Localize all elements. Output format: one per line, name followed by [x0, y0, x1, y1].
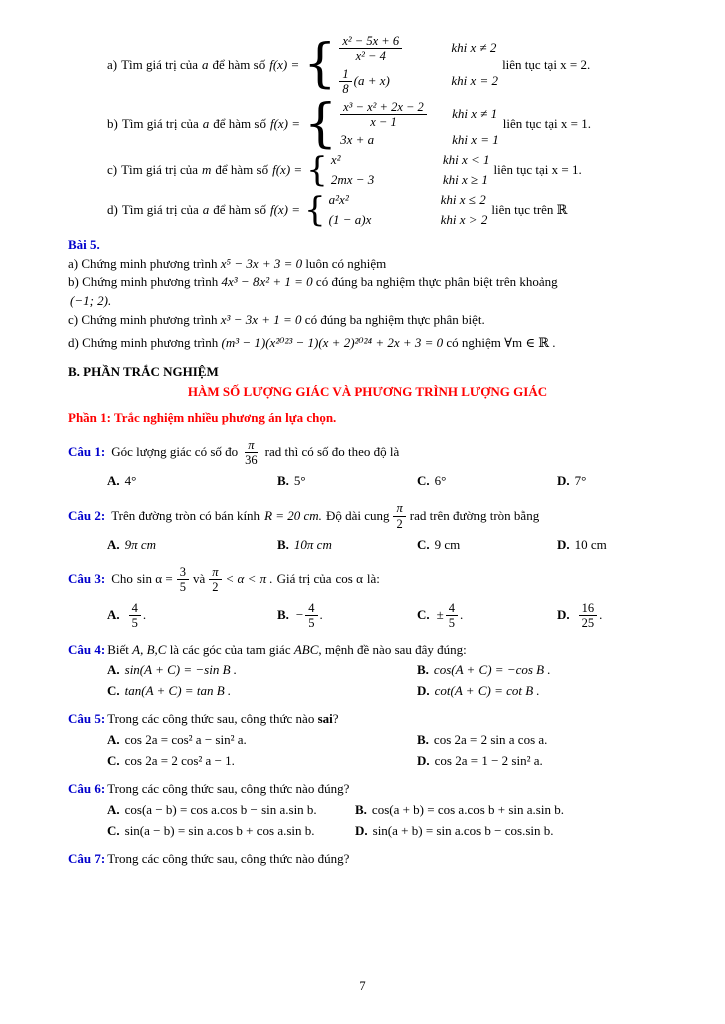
fraction-denominator: 5 — [308, 616, 315, 631]
sign: − — [295, 607, 304, 623]
exercise-line — [68, 274, 667, 291]
option-b — [417, 732, 667, 749]
item-label: a) — [68, 255, 79, 271]
item-text: Chứng minh phương trình — [82, 274, 219, 290]
piecewise-function — [306, 149, 490, 190]
item-text: Chứng minh phương trình — [82, 335, 219, 351]
equation: 4x³ − 8x² + 1 = 0 — [221, 274, 313, 290]
item-text: luôn có nghiệm — [305, 255, 387, 271]
question-stem — [68, 438, 667, 468]
item-outro: liên tục tại x = 1. — [493, 162, 582, 178]
question-label: Câu 5: — [68, 711, 106, 727]
fraction-denominator: 5 — [131, 616, 138, 631]
option-label: C. — [107, 752, 120, 768]
question-stem — [68, 851, 667, 868]
fraction-numerator: 16 — [579, 601, 598, 616]
question-stem — [68, 781, 667, 798]
option-b — [277, 473, 417, 490]
case-condition: khi x ≥ 1 — [442, 172, 488, 188]
stem-emphasis: sai — [317, 711, 333, 727]
option-d — [557, 601, 667, 631]
fraction-denominator: 8 — [342, 82, 349, 97]
stem-text: và — [192, 571, 206, 587]
option-label: D. — [557, 473, 570, 489]
option-d — [417, 753, 667, 770]
question-label: Câu 2: — [68, 507, 106, 523]
option-b — [355, 802, 667, 819]
option-label: B. — [417, 662, 429, 678]
case-row — [331, 152, 490, 169]
option-c — [107, 753, 417, 770]
fraction — [446, 601, 458, 631]
item-text: Tìm giá trị của — [121, 56, 198, 72]
chapter-title: HÀM SỐ LƯỢNG GIÁC VÀ PHƯƠNG TRÌNH LƯỢNG GIÁC — [187, 383, 548, 399]
exercise-line — [68, 256, 667, 273]
stem-text: Trong các công thức sau, công thức nào đúng? — [107, 780, 350, 796]
fraction-numerator: 4 — [305, 601, 317, 616]
stem-text: Giá trị của — [276, 571, 332, 587]
expression: 3x + a — [340, 132, 375, 148]
stem-text: ? — [332, 711, 339, 727]
item-text: Tìm giá trị của — [121, 162, 198, 178]
case-row — [340, 100, 499, 130]
stem-text: rad trên đường tròn bằng — [409, 507, 540, 523]
case-condition: khi x ≠ 1 — [452, 105, 498, 121]
case-expression — [340, 100, 452, 130]
function-name: f(x) = — [269, 201, 301, 217]
question-7 — [68, 851, 667, 868]
option-text: cos(a + b) = cos a.cos b + sin a.sin b. — [371, 801, 564, 817]
case-condition: khi x ≠ 2 — [451, 40, 497, 56]
option-a — [107, 802, 355, 819]
fraction-numerator: π — [245, 438, 257, 453]
sign: ± — [436, 607, 444, 623]
option-b — [277, 537, 417, 554]
option-b — [417, 662, 667, 679]
stem-text: Độ dài cung — [325, 507, 390, 523]
option-label: A. — [107, 537, 120, 553]
stem-text: Trên đường tròn có bán kính — [111, 507, 261, 523]
exercise-line — [68, 335, 667, 352]
item-text: để hàm số — [212, 56, 266, 72]
option-c — [417, 601, 557, 631]
continuity-exercises — [68, 34, 667, 229]
question-5 — [68, 711, 667, 770]
question-label: Câu 4: — [68, 641, 106, 657]
option-text: 6° — [434, 473, 447, 489]
stem-math: sin α = — [136, 571, 173, 587]
stem-text: Góc lượng giác có số đo — [111, 444, 239, 460]
question-label: Câu 3: — [68, 571, 106, 587]
option-a — [107, 473, 277, 490]
stem-text: Biết — [107, 641, 129, 657]
case-rows — [329, 192, 488, 229]
question-label: Câu 7: — [68, 850, 106, 866]
question-label: Câu 6: — [68, 780, 106, 796]
stem-math: A, B,C — [132, 641, 167, 657]
fraction-numerator: 3 — [177, 565, 189, 580]
option-a — [107, 601, 277, 631]
question-label: Câu 1: — [68, 444, 106, 460]
question-6 — [68, 781, 667, 840]
period: . — [460, 607, 464, 623]
case-row — [331, 172, 490, 189]
fraction — [339, 34, 402, 64]
option-text: sin(A + C) = −sin B . — [124, 662, 238, 678]
equation: x⁵ − 3x + 3 = 0 — [220, 255, 303, 271]
option-text: cos 2a = 1 − 2 sin² a. — [434, 752, 543, 768]
item-text: Tìm giá trị của — [121, 201, 199, 217]
item-label: d) — [68, 335, 79, 351]
fraction-denominator: x² − 4 — [355, 49, 386, 64]
question-stem — [68, 642, 667, 659]
option-text: 5° — [293, 473, 306, 489]
option-label: C. — [107, 683, 120, 699]
fraction-denominator: x − 1 — [370, 114, 397, 129]
fraction-numerator: x³ − x² + 2x − 2 — [340, 100, 427, 115]
option-text: sin(a + b) = sin a.cos b − cos.sin b. — [372, 822, 554, 838]
stem-text: Cho — [111, 571, 133, 587]
piecewise-function — [304, 93, 499, 154]
exercise-5-title: Bài 5. — [68, 236, 100, 252]
option-label: D. — [417, 752, 430, 768]
option-label: C. — [417, 607, 430, 623]
option-label: B. — [417, 732, 429, 748]
equation: (m³ − 1)(x²⁰²³ − 1)(x + 2)²⁰²⁴ + 2x + 3 = 0 — [221, 335, 444, 351]
function-name: f(x) = — [272, 162, 303, 178]
option-label: A. — [107, 473, 120, 489]
function-name: f(x) = — [269, 56, 300, 72]
case-condition: khi x > 2 — [440, 211, 488, 227]
case-condition: khi x = 1 — [452, 132, 499, 148]
fraction — [340, 100, 427, 130]
stem-text: là các góc của tam giác — [169, 641, 291, 657]
case-condition: khi x = 2 — [451, 73, 499, 89]
case-rows — [340, 100, 499, 150]
option-c — [107, 823, 355, 840]
fraction — [209, 565, 221, 595]
expression: x² — [330, 152, 341, 168]
fraction-numerator: 4 — [446, 601, 458, 616]
case-expression — [329, 212, 441, 229]
item-text: để hàm số — [213, 201, 266, 217]
case-expression — [339, 34, 451, 64]
item-label: a) — [107, 56, 118, 72]
option-text: sin(a − b) = sin a.cos b + cos a.sin b. — [124, 822, 315, 838]
option-d — [557, 537, 667, 554]
stem-text: rad thì có số đo theo độ là — [264, 444, 400, 460]
option-label: B. — [277, 607, 289, 623]
parameter: a — [202, 201, 210, 217]
fraction — [393, 501, 405, 531]
option-label: A. — [107, 607, 120, 623]
parameter: a — [202, 115, 210, 131]
item-text: Chứng minh phương trình — [81, 255, 218, 271]
fraction-denominator: 5 — [448, 616, 456, 631]
part-title: Phần 1: Trắc nghiệm nhiều phương án lựa chọn. — [68, 409, 337, 425]
stem-text: Trong các công thức sau, công thức nào — [107, 711, 315, 727]
fraction-numerator: 4 — [129, 601, 141, 616]
exercise-line — [68, 312, 667, 329]
period: . — [319, 607, 323, 623]
fraction-denominator: 2 — [212, 580, 219, 595]
case-rows — [339, 34, 498, 97]
exercise-item-d — [107, 189, 667, 230]
option-label: B. — [277, 473, 289, 489]
period: . — [142, 607, 147, 623]
question-stem — [68, 711, 667, 728]
fraction — [339, 67, 351, 97]
fraction — [579, 601, 598, 631]
curly-brace: { — [304, 189, 326, 230]
item-outro: liên tục tại x = 1. — [502, 115, 591, 131]
function-name: f(x) = — [269, 115, 301, 131]
piecewise-function — [303, 34, 498, 97]
case-condition: khi x < 1 — [442, 152, 490, 168]
curly-brace: { — [306, 149, 328, 190]
item-text: để hàm số — [213, 115, 266, 131]
stem-math: cos α — [335, 571, 363, 587]
item-outro: liên tục trên ℝ — [491, 201, 568, 217]
option-label: A. — [107, 662, 120, 678]
question-4 — [68, 642, 667, 701]
option-text: cos(A + C) = −cos B . — [433, 662, 551, 678]
question-3 — [68, 565, 667, 631]
exercise-item-b — [107, 93, 667, 154]
option-text: 9π cm — [124, 537, 157, 553]
case-expression — [339, 67, 451, 97]
option-text: 9 cm — [434, 537, 461, 553]
fraction-numerator: 1 — [339, 67, 351, 82]
question-stem — [68, 565, 667, 595]
option-label: C. — [417, 473, 430, 489]
interval: (−1; 2). — [70, 293, 112, 309]
question-stem — [68, 501, 667, 531]
option-c — [417, 537, 557, 554]
fraction — [177, 565, 189, 595]
fraction-numerator: x² − 5x + 6 — [339, 34, 402, 49]
item-text: có đúng ba nghiệm thực phân biệt. — [304, 312, 485, 328]
item-label: b) — [107, 115, 118, 131]
option-text: cos 2a = 2 sin a cos a. — [433, 732, 548, 748]
case-row — [329, 192, 488, 209]
stem-math: < α < π . — [225, 571, 273, 587]
exercise-item-a — [107, 34, 667, 97]
option-label: A. — [107, 732, 120, 748]
case-expression — [331, 172, 443, 189]
expression-tail: (a + x) — [353, 73, 390, 89]
piecewise-function — [304, 189, 488, 230]
option-label: D. — [557, 607, 570, 623]
option-text: cos 2a = 2 cos² a − 1. — [124, 752, 235, 768]
option-text: tan(A + C) = tan B . — [124, 683, 232, 699]
section-heading: B. PHẦN TRẮC NGHIỆM — [68, 364, 219, 380]
fraction — [242, 438, 261, 468]
option-a — [107, 662, 417, 679]
item-text: có nghiệm ∀m ∈ ℝ . — [446, 335, 556, 351]
curly-brace: { — [303, 34, 337, 95]
stem-text: là: — [366, 571, 380, 587]
question-1 — [68, 438, 667, 491]
question-2 — [68, 501, 667, 554]
fraction — [305, 601, 317, 631]
options-grid — [107, 732, 667, 770]
parameter: m — [202, 162, 212, 178]
item-outro: liên tục tại x = 2. — [502, 56, 591, 72]
period: . — [599, 607, 603, 623]
item-text: Tìm giá trị của — [121, 115, 199, 131]
item-label: c) — [107, 162, 118, 178]
options-grid — [107, 662, 667, 700]
page-footer — [0, 978, 725, 994]
option-text: 7° — [574, 473, 587, 489]
option-label: B. — [277, 537, 289, 553]
case-row — [329, 212, 488, 229]
stem-math: R = 20 cm. — [264, 507, 322, 523]
stem-math: ABC — [293, 641, 319, 657]
options-row — [107, 537, 667, 554]
option-label: B. — [355, 801, 367, 817]
stem-text: , mệnh đề nào sau đây đúng: — [318, 641, 467, 657]
option-label: C. — [107, 822, 120, 838]
item-text: có đúng ba nghiệm thực phân biệt trên khoảng — [315, 274, 558, 290]
case-rows — [331, 152, 490, 189]
options-row — [107, 601, 667, 631]
option-b — [277, 601, 417, 631]
item-text: để hàm số — [215, 162, 269, 178]
stem-text: Trong các công thức sau, công thức nào đúng? — [107, 850, 350, 866]
option-text: cot(A + C) = cot B . — [434, 683, 540, 699]
option-text: 4° — [124, 473, 137, 489]
case-expression — [329, 192, 441, 209]
fraction-numerator: π — [209, 565, 221, 580]
equation: x³ − 3x + 1 = 0 — [220, 312, 302, 328]
option-text: 10π cm — [293, 537, 332, 553]
item-label: c) — [68, 312, 79, 328]
item-label: b) — [68, 274, 79, 290]
option-label: C. — [417, 537, 430, 553]
option-d — [417, 683, 667, 700]
option-c — [107, 683, 417, 700]
parameter: a — [202, 56, 209, 72]
item-label: d) — [107, 201, 118, 217]
curly-brace: { — [304, 93, 338, 154]
option-label: A. — [107, 801, 120, 817]
options-row — [107, 473, 667, 490]
fraction-denominator: 2 — [396, 516, 403, 531]
option-text: 10 cm — [574, 537, 607, 553]
option-text: cos 2a = cos² a − sin² a. — [124, 732, 247, 748]
option-label: D. — [417, 683, 430, 699]
exercise-line-continued — [70, 293, 667, 310]
expression: (1 − a)x — [328, 211, 372, 227]
option-text: cos(a − b) = cos a.cos b − sin a.sin b. — [124, 801, 317, 817]
fraction-denominator: 36 — [245, 453, 258, 468]
fraction-denominator: 25 — [581, 616, 595, 631]
item-text: Chứng minh phương trình — [81, 312, 218, 328]
exercise-5 — [68, 256, 667, 352]
case-condition: khi x ≤ 2 — [440, 191, 486, 207]
fraction-numerator: π — [393, 501, 405, 516]
expression: a²x² — [328, 191, 349, 207]
option-a — [107, 732, 417, 749]
option-d — [355, 823, 667, 840]
fraction-denominator: 5 — [179, 580, 186, 595]
case-row — [339, 67, 498, 97]
exercise-item-c — [107, 149, 667, 190]
fraction — [129, 601, 141, 631]
option-c — [417, 473, 557, 490]
option-a — [107, 537, 277, 554]
case-row — [340, 132, 499, 149]
case-expression — [331, 152, 443, 169]
option-label: D. — [557, 537, 570, 553]
option-label: D. — [355, 822, 368, 838]
case-expression — [340, 132, 452, 149]
expression: 2mx − 3 — [330, 172, 375, 188]
case-row — [339, 34, 498, 64]
option-d — [557, 473, 667, 490]
options-grid — [107, 802, 667, 840]
page-number: 7 — [359, 978, 366, 993]
